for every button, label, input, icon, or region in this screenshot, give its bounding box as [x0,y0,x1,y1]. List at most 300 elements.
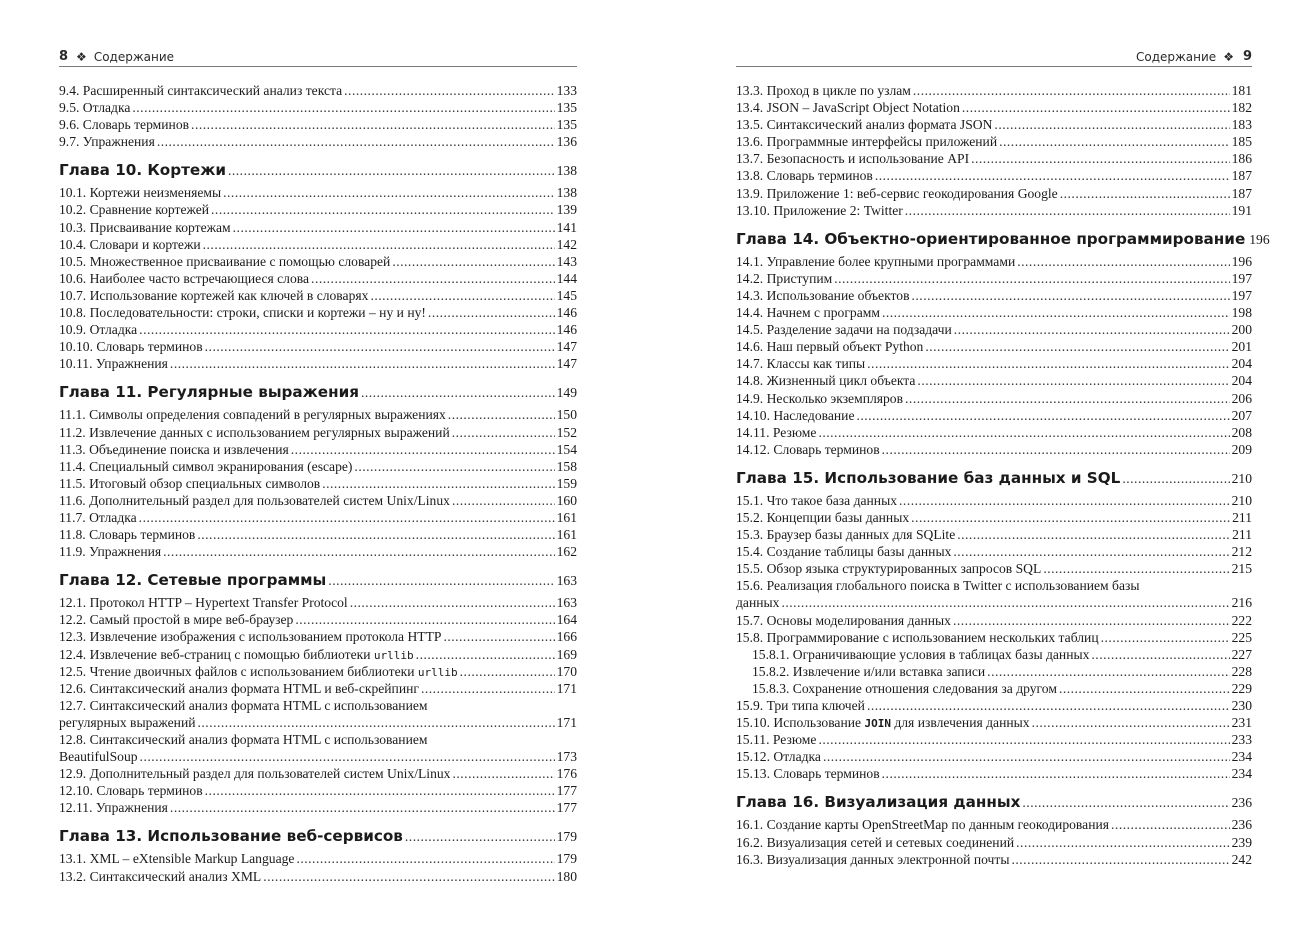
page-ref: 150 [556,407,577,423]
entry-title [59,868,261,885]
leader-dots [899,492,1230,509]
entry-title [736,253,1015,270]
leader-dots [1122,467,1229,491]
page-ref: 166 [556,629,577,645]
leader-dots [1101,629,1230,646]
toc-entry [736,731,1252,748]
toc-entry [736,150,1252,167]
leader-dots [452,765,554,782]
entry-title [59,680,419,697]
page-ref: 209 [1231,441,1252,457]
page-ref: 197 [1231,270,1252,286]
entry-title [59,406,446,423]
entry-text: Глава 11. Регулярные выражения [59,383,359,402]
page-ref: 180 [556,868,577,884]
leader-dots [405,825,555,849]
toc-entry [736,526,1252,543]
page-ref: 138 [556,185,577,201]
page-ref: 135 [556,100,577,116]
leader-dots [1111,816,1230,833]
page-ref: 176 [556,766,577,782]
leader-dots [925,338,1229,355]
toc-chapter [59,824,577,848]
toc-entry [59,133,577,150]
page-ref: 154 [556,441,577,457]
page-ref: 191 [1231,202,1252,218]
page-header [736,47,1252,67]
entry-title [59,441,289,458]
leader-dots [460,663,555,680]
entry-title [736,594,779,611]
entry-text: 14.11. Резюме [736,424,817,440]
page-ref: 173 [556,749,577,765]
entry-title [736,99,960,116]
page-ref: 135 [556,117,577,133]
toc-chapter [736,466,1252,490]
entry-text: 13.3. Проход в цикле по узлам [736,83,911,98]
entry-title [59,663,458,681]
page-ref: 211 [1232,509,1252,525]
leader-dots [205,338,555,355]
leader-dots [1011,851,1229,868]
chapter-title [59,380,359,404]
toc-chapter [736,227,1270,251]
toc-entry [736,116,1252,133]
page-ref: 160 [556,492,577,508]
entry-text: 13.1. XML – eXtensible Markup Language [59,851,295,867]
entry-title [736,304,880,321]
toc-entry [59,99,577,116]
toc-entry [736,560,1252,577]
page-ref: 177 [556,800,577,816]
entry-title [736,816,1109,833]
page-ref: 233 [1231,732,1252,748]
page-ref: 169 [556,646,577,662]
leader-dots [205,782,555,799]
page-ref: 207 [1231,407,1252,423]
leader-dots [139,321,554,338]
toc-entry [59,663,577,680]
toc-entry [59,765,577,782]
leader-dots [913,82,1230,99]
toc-entry [59,509,577,526]
page-ref: 163 [556,573,577,589]
leader-dots [132,99,554,116]
running-title: Содержание [1135,49,1217,64]
page-ref: 149 [556,385,577,401]
entry-text: 10.6. Наиболее часто встречающиеся слова [59,270,310,286]
entry-text: 16.3. Визуализация данных электронной почты [736,851,1010,867]
leader-dots [987,663,1229,680]
leader-dots [448,406,555,423]
entry-text: 10.9. Отладка [59,322,138,338]
toc-entry [736,594,1252,611]
entry-title [736,697,865,714]
page-ref: 139 [556,202,577,218]
chapter-title [736,227,1245,251]
entry-title [59,287,368,304]
toc-entry [736,270,1252,287]
leader-dots [452,492,555,509]
toc-entry [736,202,1252,219]
entry-text: 11.2. Извлечение данных с использованием регулярных выражений [59,424,450,440]
entry-title [59,338,203,355]
entry-title [59,782,203,799]
toc-entry [59,543,577,560]
leader-dots [882,441,1230,458]
toc-entry [736,765,1252,782]
chapter-title [736,790,1020,814]
entry-text: Глава 14. Объектно-ориентированное программирование [736,229,1246,248]
entry-text: 15.10. Использование [736,715,865,731]
entry-text: 10.3. Присваивание кортежам [59,219,231,235]
left-page [59,0,577,935]
toc-entry [59,441,577,458]
entry-title [59,99,130,116]
toc-entry [736,697,1252,714]
entry-text: 12.3. Извлечение изображения с использованием протокола HTTP [59,629,442,645]
entry-title [736,321,952,338]
entry-title [59,236,201,253]
entry-text: данных [736,595,780,611]
entry-title [59,304,426,321]
entry-text: 15.3. Браузер базы данных для SQLite [736,527,956,543]
toc-entry [736,185,1252,202]
page-ref: 187 [1231,168,1252,184]
toc-entry [736,612,1252,629]
page-ref: 210 [1231,492,1252,508]
leader-dots [170,355,555,372]
leader-dots [953,543,1229,560]
leader-dots [211,201,555,218]
toc-entry [59,287,577,304]
entry-text: 15.13. Словарь терминов [736,766,880,782]
entry-title [59,424,450,441]
entry-text: 12.9. Дополнительный раздел для пользователей систем Unix/Linux [59,766,451,782]
entry-text: 13.10. Приложение 2: Twitter [736,202,903,218]
entry-title [736,731,816,748]
toc-entry [736,99,1252,116]
toc-entry [59,424,577,441]
page-ref: 210 [1231,470,1252,486]
leader-dots [905,390,1230,407]
leader-dots [1060,185,1230,202]
page-ref: 170 [556,663,577,679]
page-number: 8 [59,49,69,64]
page-ref: 242 [1231,851,1252,867]
toc-chapter [736,790,1252,814]
page-ref: 204 [1231,373,1252,389]
toc-entry [736,509,1252,526]
leader-dots [361,381,555,405]
page-ref: 215 [1231,561,1252,577]
page-ref: 152 [556,424,577,440]
page-ref: 230 [1231,698,1252,713]
entry-text: 10.8. Последовательности: строки, списки и кортежи – ну и ну! [59,305,426,321]
toc-entry [736,82,1252,99]
leader-dots [882,765,1230,782]
entry-title [59,219,231,236]
toc-entry [59,492,577,509]
page-ref: 177 [556,783,577,799]
leader-dots [223,184,554,201]
entry-text: 15.9. Три типа ключей [736,698,865,713]
page-ref: 161 [556,509,577,525]
page-ref: 222 [1231,612,1252,628]
entry-text: Глава 12. Сетевые программы [59,571,327,590]
entry-text: 14.9. Несколько экземпляров [736,390,904,406]
chapter-title [59,568,326,592]
toc-entry [59,253,577,270]
leader-dots [344,82,554,99]
leader-dots [322,475,554,492]
code-term: urllib [417,665,458,679]
toc-entry [59,219,577,236]
entry-title [736,577,1252,594]
right-page [736,0,1270,935]
leader-dots [296,850,554,867]
leader-dots [157,133,555,150]
entry-title [59,82,342,99]
entry-text: 15.1. Что такое база данных [736,492,898,508]
entry-title [736,287,910,304]
leader-dots [139,509,555,526]
entry-text: 11.8. Словарь терминов [59,527,196,543]
entry-text: 14.6. Наш первый объект Python [736,339,924,355]
entry-text: 13.5. Синтаксический анализ формата JSON [736,117,993,133]
entry-title [736,82,911,99]
entry-title [59,253,390,270]
entry-text: 12.7. Синтаксический анализ формата HTML с использованием [59,697,428,713]
toc-entry [59,475,577,492]
leader-dots [867,697,1230,714]
entry-text: 11.9. Упражнения [59,544,162,560]
entry-text: Глава 16. Визуализация данных [736,793,1021,812]
leader-dots [163,543,554,560]
leader-dots [882,304,1230,321]
entry-text: 14.5. Разделение задачи на подзадачи [736,322,952,338]
leader-dots [203,236,555,253]
entry-text: 14.12. Словарь терминов [736,441,880,457]
entry-text: 14.4. Начнем с программ [736,305,880,321]
entry-text: 15.12. Отладка [736,749,821,765]
entry-text: 13.2. Синтаксический анализ XML [59,868,262,884]
leader-dots [818,424,1229,441]
page-ref: 136 [556,134,577,150]
page-ref: 197 [1231,287,1252,303]
code-term: urllib [373,648,414,662]
entry-text: 13.8. Словарь терминов [736,168,873,184]
page-ref: 187 [1231,185,1252,201]
entry-title [59,765,450,782]
entry-title [59,116,189,133]
leader-dots [140,748,555,765]
toc-entry [59,850,577,867]
page-ref: 161 [556,527,577,543]
leader-dots [416,646,555,663]
entry-title [752,646,1089,663]
page-number: 9 [1242,49,1252,64]
leader-dots [999,133,1230,150]
entry-text: 10.1. Кортежи неизменяемы [59,185,222,201]
entry-title [59,526,195,543]
leader-dots [856,407,1229,424]
toc-entry [736,321,1252,338]
entry-title [736,560,1041,577]
entry-title [736,492,897,509]
page-ref: 158 [556,458,577,474]
toc-entry [736,304,1252,321]
page-ref: 228 [1231,663,1252,679]
entry-title [59,184,221,201]
entry-text: 15.2. Концепции базы данных [736,509,910,525]
entry-text: 10.10. Словарь терминов [59,339,203,355]
entry-text: 9.5. Отладка [59,100,131,116]
page-ref: 234 [1231,749,1252,765]
leader-dots [452,424,555,441]
entry-title [736,765,880,782]
toc-entry [736,253,1252,270]
entry-title [59,799,168,816]
entry-title [59,628,441,645]
leader-dots [328,569,554,593]
toc-chapter [59,158,577,182]
entry-text: Глава 10. Кортежи [59,161,226,180]
page-ref: 171 [556,714,577,730]
entry-title [736,150,969,167]
entry-text: 14.3. Использование объектов [736,287,910,303]
entry-text: 12.11. Упражнения [59,800,168,816]
entry-text: 9.4. Расширенный синтаксический анализ текста [59,83,343,98]
leader-dots [1022,791,1229,815]
entry-title [736,543,951,560]
leader-dots [1059,680,1230,697]
page-ref: 212 [1231,544,1252,560]
entry-title [59,714,196,731]
diamond-separator-icon: ❖ [76,49,87,64]
entry-text: 15.8.3. Сохранение отношения следования за другом [752,680,1057,696]
entry-text: 10.4. Словари и кортежи [59,236,201,252]
entry-title [59,697,577,714]
entry-title [59,594,348,611]
page-ref: 206 [1231,390,1252,406]
page-ref: 204 [1231,356,1252,372]
leader-dots [233,219,555,236]
toc-entry [59,201,577,218]
leader-dots [962,99,1230,116]
entry-title [59,201,209,218]
page-ref: 185 [1231,134,1252,150]
entry-text: 11.5. Итоговый обзор специальных символов [59,475,321,491]
leader-dots [971,150,1230,167]
toc-entry [59,714,577,731]
leader-dots [994,116,1229,133]
entry-text: 14.8. Жизненный цикл объекта [736,373,916,389]
toc-entry [59,321,577,338]
page-ref: 225 [1231,629,1252,645]
entry-title [59,611,293,628]
leader-dots [818,731,1229,748]
entry-title [59,270,309,287]
page-ref: 227 [1231,646,1252,662]
entry-title [736,270,832,287]
page-ref: 138 [556,163,577,179]
toc-list [59,82,577,885]
entry-title [59,850,294,867]
page-ref: 162 [556,544,577,560]
entry-text: 11.1. Символы определения совпадений в регулярных выражениях [59,407,446,423]
toc-entry [59,116,577,133]
entry-text: 13.6. Программные интерфейсы приложений [736,134,998,150]
toc-entry [59,338,577,355]
entry-text: 12.4. Извлечение веб-страниц с помощью библиотеки [59,646,374,662]
entry-text: 11.4. Специальный символ экранирования (escape) [59,458,353,474]
chapter-title [736,466,1120,490]
entry-text: 15.8.2. Извлечение и/или вставка записи [752,663,986,679]
leader-dots [291,441,555,458]
page-ref: 146 [556,305,577,321]
entry-text: 9.7. Упражнения [59,134,155,150]
leader-dots [295,611,554,628]
leader-dots [1043,560,1229,577]
toc-entry [736,372,1252,389]
entry-title [736,629,1099,646]
toc-entry [59,594,577,611]
code-term: JOIN [864,717,891,731]
entry-text: 12.1. Протокол HTTP – Hypertext Transfer Protocol [59,595,348,611]
leader-dots [443,628,554,645]
entry-text: 15.4. Создание таблицы базы данных [736,544,952,560]
page-ref: 143 [556,253,577,269]
toc-entry [59,184,577,201]
toc-entry [736,167,1252,184]
entry-title [736,167,873,184]
entry-title [59,646,414,664]
leader-dots [917,372,1229,389]
page-ref: 171 [556,680,577,696]
toc-entry [59,748,577,765]
leader-dots [834,270,1229,287]
page-ref: 159 [556,475,577,491]
leader-dots [263,868,554,885]
entry-title [736,355,865,372]
running-title: Содержание [93,49,175,64]
entry-title [736,185,1058,202]
entry-title [59,748,138,765]
toc-entry [59,270,577,287]
entry-title [736,612,951,629]
leader-dots [875,167,1230,184]
leader-dots [198,714,555,731]
page-ref: 147 [556,356,577,372]
page-ref: 147 [556,339,577,355]
entry-text: 12.2. Самый простой в мире веб-браузер [59,612,294,628]
toc-entry-line [59,697,577,714]
leader-dots [428,304,555,321]
page-ref: 181 [1231,83,1252,98]
toc-entry [736,646,1252,663]
toc-entry [59,680,577,697]
diamond-separator-icon: ❖ [1223,49,1234,64]
page-ref: 198 [1231,305,1252,321]
toc-chapter [59,568,577,592]
entry-text: регулярных выражений [59,714,196,730]
toc-entry [59,611,577,628]
toc-entry-line [59,731,577,748]
page-ref: 234 [1231,766,1252,782]
entry-text: Глава 15. Использование баз данных и SQL [736,468,1121,487]
page-ref: 236 [1231,795,1252,811]
